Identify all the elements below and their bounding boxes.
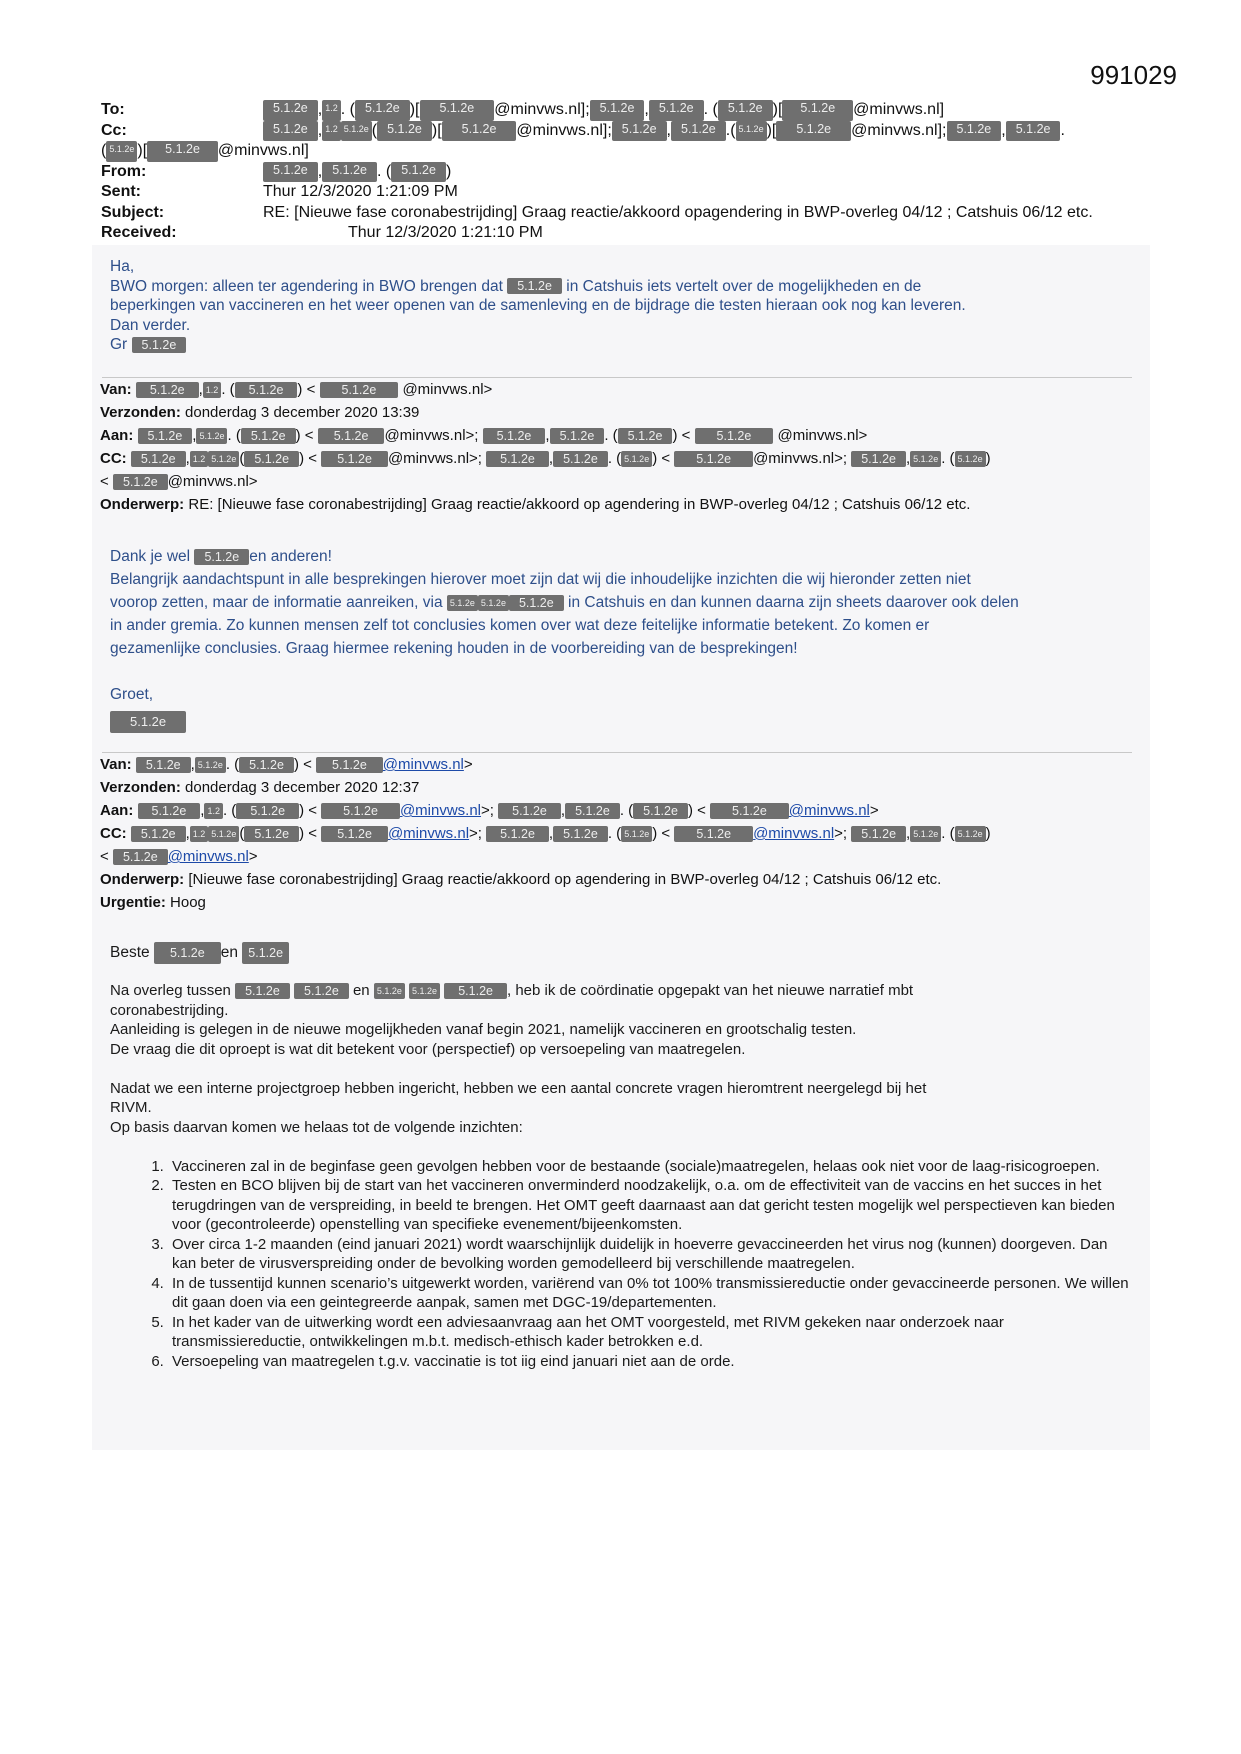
message-line: Dan verder. bbox=[110, 316, 191, 334]
redaction: 5.1.2e bbox=[235, 382, 298, 398]
email-domain: @minvws.nl]; bbox=[516, 121, 612, 139]
redaction: 5.1.2e bbox=[208, 451, 239, 467]
email-domain: @minvws.nl>; bbox=[753, 450, 848, 467]
email-domain: @minvws.nl] bbox=[217, 142, 309, 159]
subject-row bbox=[101, 203, 1141, 224]
redaction: 1.2 bbox=[322, 100, 341, 121]
text: , heb ik de coördinatie opgepakt van het nieuwe narratief mbt bbox=[506, 982, 914, 999]
signature bbox=[110, 335, 1130, 355]
redaction: 5.1.2e bbox=[550, 428, 605, 444]
verzonden-value: donderdag 3 december 2020 13:39 bbox=[185, 404, 420, 421]
text: Aanleiding is gelegen in de nieuwe mogelijkheden vanaf begin 2021, namelijk vaccineren en grootschalig testen. bbox=[110, 1021, 857, 1038]
message-line: beperkingen van vaccineren en het weer openen van de samenleving en de bijdrage die testen hieraan ook nog kan leveren. bbox=[110, 297, 966, 314]
email-3-header: Van: 5.1.2e , 5.1.2e . ( 5.1.2e ) < 5.1.2e @minvws.nl> Verzonden: donderdag 3 december 2020 12:37 Aan: 5.1.2e , 1.2 . ( 5.1.2e ) < 5.1.2e @minvws.nl>; 5.1.2e , 5.1.2e . ( 5.1.2e ) < 5.1.2e @minvws.nl> CC: 5.1.2e , 1.2 5.1.2e ( 5.1.2e ) < 5.1.2e @minvws.nl>; 5.1.2e , 5.1.2e . ( 5.1.2e ) < 5.1.2e @minvws.nl>; 5.1.2e , 5.1.2e . ( 5.1.2e ) < 5.1.2e @minvws.nl> Onderwerp: [Nieuwe fase coronabestrijding] Graag reactie/akkoord op agendering in BWP-overleg 04/12 ; Catshuis 06/12 etc. Urgentie: Hoog bbox=[100, 756, 991, 911]
email-link[interactable]: @minvws.nl bbox=[753, 825, 835, 842]
to-label: To: bbox=[101, 101, 125, 118]
redaction: 5.1.2e bbox=[910, 826, 941, 842]
text: RIVM. bbox=[110, 1099, 152, 1116]
redaction: 5.1.2e bbox=[242, 942, 289, 964]
redaction: 5.1.2e bbox=[710, 803, 789, 819]
email-link[interactable]: @minvws.nl bbox=[382, 756, 464, 773]
redaction: 5.1.2e bbox=[321, 451, 388, 467]
list-item: 5. In het kader van de uitwerking wordt een adviesaanvraag aan het OMT voorgesteld, met RIVM gekeken naar onderzoek naar transmissiereductie, ontwikkelingen m.b.t. medisch-ethisch kader betrokken e.d. bbox=[168, 1313, 1130, 1352]
text: in Catshuis iets vertelt over de mogelijkheden en de bbox=[566, 277, 922, 295]
document-number: 991029 bbox=[1090, 60, 1177, 90]
van-label: Van: bbox=[100, 381, 132, 398]
redaction: 5.1.2e bbox=[565, 803, 620, 819]
redaction: 5.1.2e bbox=[851, 451, 906, 467]
message-1 bbox=[110, 257, 1130, 355]
salutation bbox=[110, 942, 1130, 964]
sent-value: Thur 12/3/2020 1:21:09 PM bbox=[263, 183, 458, 200]
redaction: 5.1.2e bbox=[612, 121, 667, 142]
redaction: 5.1.2e bbox=[955, 826, 986, 842]
message-line: in ander gremia. Zo kunnen mensen zelf tot conclusies komen over wat deze feitelijke informatie betekent. Zo komen er bbox=[110, 617, 930, 634]
email-domain: @minvws.nl]; bbox=[851, 121, 947, 139]
redaction: 5.1.2e bbox=[776, 121, 851, 142]
email-link[interactable]: @minvws.nl bbox=[788, 802, 870, 819]
redaction: 5.1.2e bbox=[509, 595, 564, 611]
redaction: 5.1.2e bbox=[391, 162, 446, 183]
aan-label: Aan: bbox=[100, 427, 134, 444]
urgentie-label: Urgentie: bbox=[100, 894, 166, 911]
redaction: 5.1.2e bbox=[695, 428, 774, 444]
redaction: 5.1.2e bbox=[553, 826, 608, 842]
verzonden-label: Verzonden: bbox=[100, 779, 181, 796]
text: en anderen! bbox=[249, 548, 332, 565]
redaction: 5.1.2e bbox=[196, 428, 227, 444]
email-domain: @minvws.nl] bbox=[853, 101, 945, 118]
redaction: 5.1.2e bbox=[239, 757, 294, 773]
subject-label: Subject: bbox=[101, 203, 165, 221]
text: Nadat we een interne projectgroep hebben ingericht, hebben we een aantal concrete vragen hieromtrent neergelegd bij het bbox=[110, 1079, 927, 1097]
redaction: 5.1.2e bbox=[131, 826, 186, 842]
redaction: 1.2 bbox=[190, 826, 209, 842]
redaction: 5.1.2e bbox=[316, 757, 383, 773]
cc-label: Cc: bbox=[101, 121, 127, 139]
text: Na overleg tussen bbox=[110, 982, 231, 999]
redaction: 5.1.2e bbox=[782, 100, 853, 121]
message-line bbox=[110, 277, 1130, 297]
redaction: 5.1.2e bbox=[718, 100, 773, 121]
redaction: 5.1.2e bbox=[194, 549, 249, 565]
redaction: 5.1.2e bbox=[136, 757, 191, 773]
text: Dank je wel bbox=[110, 548, 191, 565]
redaction: 5.1.2e bbox=[674, 826, 753, 842]
redaction: 1.2 bbox=[203, 382, 222, 398]
redaction: 5.1.2e bbox=[244, 826, 299, 842]
email-domain: @minvws.nl>; bbox=[387, 450, 482, 467]
redaction: 5.1.2e bbox=[955, 451, 986, 467]
onderwerp-label: Onderwerp: bbox=[100, 871, 185, 888]
message-line: Belangrijk aandachtspunt in alle besprekingen hierover moet zijn dat wij die inhoudelijke inzichten die wij hieronder zetten niet bbox=[110, 571, 971, 588]
from-row: From: 5.1.2e , 5.1.2e . ( 5.1.2e ) bbox=[101, 162, 1141, 183]
redaction: 5.1.2e bbox=[320, 382, 399, 398]
cc-row: Cc: 5.1.2e , 1.2 5.1.2e ( 5.1.2e )[ 5.1.2e @minvws.nl]; 5.1.2e , 5.1.2e .( 5.1.2e )[ 5.1.2e @minvws.nl]; 5.1.2e , 5.1.2e . bbox=[101, 121, 1141, 142]
text: voorop zetten, maar de informatie aanreiken, via bbox=[110, 594, 443, 611]
redaction: 5.1.2e bbox=[442, 121, 517, 142]
greeting: Ha, bbox=[110, 258, 135, 275]
sent-row bbox=[101, 182, 1141, 203]
subject-value: RE: [Nieuwe fase coronabestrijding] Graag reactie/akkoord opagendering in BWP-overleg 04/12 ; Catshuis 06/12 etc. bbox=[263, 203, 1093, 221]
redaction: 5.1.2e bbox=[321, 826, 388, 842]
redaction: 5.1.2e bbox=[322, 162, 377, 183]
redaction: 5.1.2e bbox=[355, 100, 410, 121]
redaction: 5.1.2e bbox=[106, 141, 137, 162]
list-item: 3. Over circa 1-2 maanden (eind januari 2021) wordt waarschijnlijk duidelijk in hoeverre gevaccineerden het virus nog (kunnen) doorgeven. Dan kan beter de virusverspreiding onder de bevolking worden gemodelleerd bij verschillende maatregelen. bbox=[168, 1235, 1130, 1274]
redaction: 1.2 bbox=[204, 803, 223, 819]
email-header bbox=[101, 100, 1141, 244]
received-row bbox=[101, 223, 1141, 244]
text: in Catshuis en dan kunnen daarna zijn sheets daarover ook delen bbox=[568, 594, 1019, 611]
redaction: 5.1.2e bbox=[507, 278, 562, 294]
redaction: 5.1.2e bbox=[674, 451, 753, 467]
redaction: 5.1.2e bbox=[154, 942, 221, 964]
redaction: 5.1.2e bbox=[947, 121, 1002, 142]
from-label: From: bbox=[101, 162, 147, 180]
sent-label: Sent: bbox=[101, 183, 141, 200]
redaction: 5.1.2e bbox=[263, 121, 318, 142]
text: Beste bbox=[110, 944, 150, 962]
onderwerp-value: [Nieuwe fase coronabestrijding] Graag reactie/akkoord op agendering in BWP-overleg 04/12 ; Catshuis 06/12 etc. bbox=[188, 871, 942, 888]
message-3-body bbox=[110, 981, 1130, 1371]
list-item: 1. Vaccineren zal in de beginfase geen gevolgen hebben voor de bestaande (sociale)maatregelen, helaas ook niet voor de laag-risicogroepen. bbox=[168, 1157, 1130, 1177]
redaction: 5.1.2e bbox=[241, 428, 296, 444]
redaction: 5.1.2e bbox=[633, 803, 688, 819]
redaction: 5.1.2e bbox=[444, 983, 507, 999]
redaction: 5.1.2e bbox=[498, 803, 561, 819]
redaction: 5.1.2e bbox=[671, 121, 726, 142]
email-domain: @minvws.nl> bbox=[167, 473, 258, 490]
insights-list bbox=[110, 1157, 1130, 1372]
cc-label: CC: bbox=[100, 825, 127, 842]
email-domain: @minvws.nl> bbox=[777, 427, 868, 444]
redaction: 5.1.2e bbox=[138, 803, 201, 819]
text: en bbox=[220, 944, 238, 962]
van-label: Van: bbox=[100, 756, 132, 773]
aan-label: Aan: bbox=[100, 802, 134, 819]
text: De vraag die dit oproept is wat dit betekent voor (perspectief) op versoepeling van maatregelen. bbox=[110, 1040, 746, 1058]
text: en bbox=[352, 982, 370, 999]
received-value: Thur 12/3/2020 1:21:10 PM bbox=[348, 224, 543, 241]
onderwerp-value: RE: [Nieuwe fase coronabestrijding] Graag reactie/akkoord op agendering in BWP-overleg 04/12 ; Catshuis 06/12 etc. bbox=[188, 496, 971, 513]
list-item: 4. In de tussentijd kunnen scenario’s uitgewerkt worden, variërend van 0% tot 100% transmissiereductie onder gevaccineerde personen. We willen dit gaan doen via een geintegreerde aanpak, samen met DGC-19/departementen. bbox=[168, 1274, 1130, 1313]
redaction: 5.1.2e bbox=[377, 121, 432, 142]
redaction: 5.1.2e bbox=[294, 983, 349, 999]
redaction: 5.1.2e bbox=[478, 595, 509, 611]
email-domain: @minvws.nl]; bbox=[494, 101, 590, 118]
redaction: 5.1.2e bbox=[131, 451, 186, 467]
redaction: 5.1.2e bbox=[136, 382, 199, 398]
redaction: 5.1.2e bbox=[621, 826, 652, 842]
redaction: 5.1.2e bbox=[110, 711, 186, 733]
redaction: 5.1.2e bbox=[409, 983, 440, 999]
redaction: 5.1.2e bbox=[736, 121, 767, 142]
redaction: 5.1.2e bbox=[374, 983, 405, 999]
email-link[interactable]: @minvws.nl bbox=[387, 825, 470, 842]
redaction: 5.1.2e bbox=[910, 451, 941, 467]
redaction: 1.2 bbox=[190, 451, 209, 467]
email-domain: @minvws.nl> bbox=[402, 381, 493, 398]
redaction: 5.1.2e bbox=[341, 121, 372, 142]
to-row: To: 5.1.2e , 1.2 . ( 5.1.2e )[ 5.1.2e @minvws.nl]; 5.1.2e , 5.1.2e . ( 5.1.2e )[ 5.1.2e @minvws.nl] bbox=[101, 100, 1141, 121]
text: BWO morgen: alleen ter agendering in BWO brengen dat bbox=[110, 277, 503, 295]
redaction: 5.1.2e bbox=[113, 849, 168, 865]
text: Op basis daarvan komen we helaas tot de volgende inzichten: bbox=[110, 1118, 523, 1136]
message-line: gezamenlijke conclusies. Graag hiermee rekening houden in de voorbereiding van de besprekingen! bbox=[110, 640, 798, 657]
cc-label: CC: bbox=[100, 450, 127, 467]
redaction: 5.1.2e bbox=[138, 428, 193, 444]
email-domain: @minvws.nl>; bbox=[384, 427, 479, 444]
urgentie-value: Hoog bbox=[170, 894, 206, 911]
redaction: 5.1.2e bbox=[649, 100, 704, 121]
redaction: 5.1.2e bbox=[236, 803, 299, 819]
redaction: 5.1.2e bbox=[483, 428, 546, 444]
message-2 bbox=[110, 545, 1130, 733]
list-item: 2. Testen en BCO blijven bij de start van het vaccineren onverminderd noodzakelijk, o.a. om de effectiviteit van de vaccins en het succes in het terugdringen van de verspreiding, in beeld te brengen. Het OMT geeft daarnaast aan dat gericht testen mogelijk wel perspectieven kan bieden voor (gecontroleerde) openstelling van specifieke evenement/bijeenkomsten. bbox=[168, 1176, 1130, 1235]
redaction: 5.1.2e bbox=[235, 983, 290, 999]
cc-row-continued: ( 5.1.2e )[ 5.1.2e @minvws.nl] bbox=[101, 141, 1141, 162]
redaction: 5.1.2e bbox=[553, 451, 608, 467]
email-2-header: Van: 5.1.2e , 1.2 . ( 5.1.2e ) < 5.1.2e @minvws.nl> Verzonden: donderdag 3 december 2020 13:39 Aan: 5.1.2e , 5.1.2e . ( 5.1.2e ) < 5.1.2e @minvws.nl>; 5.1.2e , 5.1.2e . ( 5.1.2e ) < 5.1.2e @minvws.nl> CC: 5.1.2e , 1.2 5.1.2e ( 5.1.2e ) < 5.1.2e @minvws.nl>; 5.1.2e , 5.1.2e . ( 5.1.2e ) < 5.1.2e @minvws.nl>; 5.1.2e , 5.1.2e . ( 5.1.2e ) < 5.1.2e @minvws.nl> Onderwerp: RE: [Nieuwe fase coronabestrijding] Graag reactie/akkoord op agendering in BWP-overleg 04/12 ; Catshuis 06/12 etc. bbox=[100, 381, 991, 513]
redaction: 5.1.2e bbox=[321, 803, 400, 819]
redaction: 5.1.2e bbox=[147, 141, 218, 162]
redaction: 5.1.2e bbox=[113, 474, 168, 490]
text: coronabestrijding. bbox=[110, 1001, 229, 1019]
redaction: 5.1.2e bbox=[1006, 121, 1061, 142]
text: Gr bbox=[110, 336, 128, 353]
redaction: 5.1.2e bbox=[195, 757, 226, 773]
redaction: 5.1.2e bbox=[318, 428, 385, 444]
email-link[interactable]: @minvws.nl bbox=[167, 848, 249, 865]
redaction: 5.1.2e bbox=[263, 100, 318, 121]
redaction: 5.1.2e bbox=[486, 451, 549, 467]
onderwerp-label: Onderwerp: bbox=[100, 496, 185, 513]
redaction: 5.1.2e bbox=[447, 595, 478, 611]
redaction: 5.1.2e bbox=[590, 100, 645, 121]
verzonden-label: Verzonden: bbox=[100, 404, 181, 421]
redaction: 1.2 bbox=[322, 121, 341, 142]
redaction: 5.1.2e bbox=[486, 826, 549, 842]
redaction: 5.1.2e bbox=[244, 451, 299, 467]
redaction: 5.1.2e bbox=[263, 162, 318, 183]
list-item: 6. Versoepeling van maatregelen t.g.v. vaccinatie is tot iig eind januari niet aan de orde. bbox=[168, 1352, 1130, 1372]
redaction: 5.1.2e bbox=[618, 428, 673, 444]
verzonden-value: donderdag 3 december 2020 12:37 bbox=[185, 779, 420, 796]
redaction: 5.1.2e bbox=[208, 826, 239, 842]
redaction: 5.1.2e bbox=[851, 826, 906, 842]
redaction: 5.1.2e bbox=[132, 337, 187, 353]
redaction: 5.1.2e bbox=[420, 100, 495, 121]
received-label: Received: bbox=[101, 224, 177, 241]
redaction: 5.1.2e bbox=[621, 451, 652, 467]
groet: Groet, bbox=[110, 686, 154, 703]
email-link[interactable]: @minvws.nl bbox=[399, 802, 482, 819]
